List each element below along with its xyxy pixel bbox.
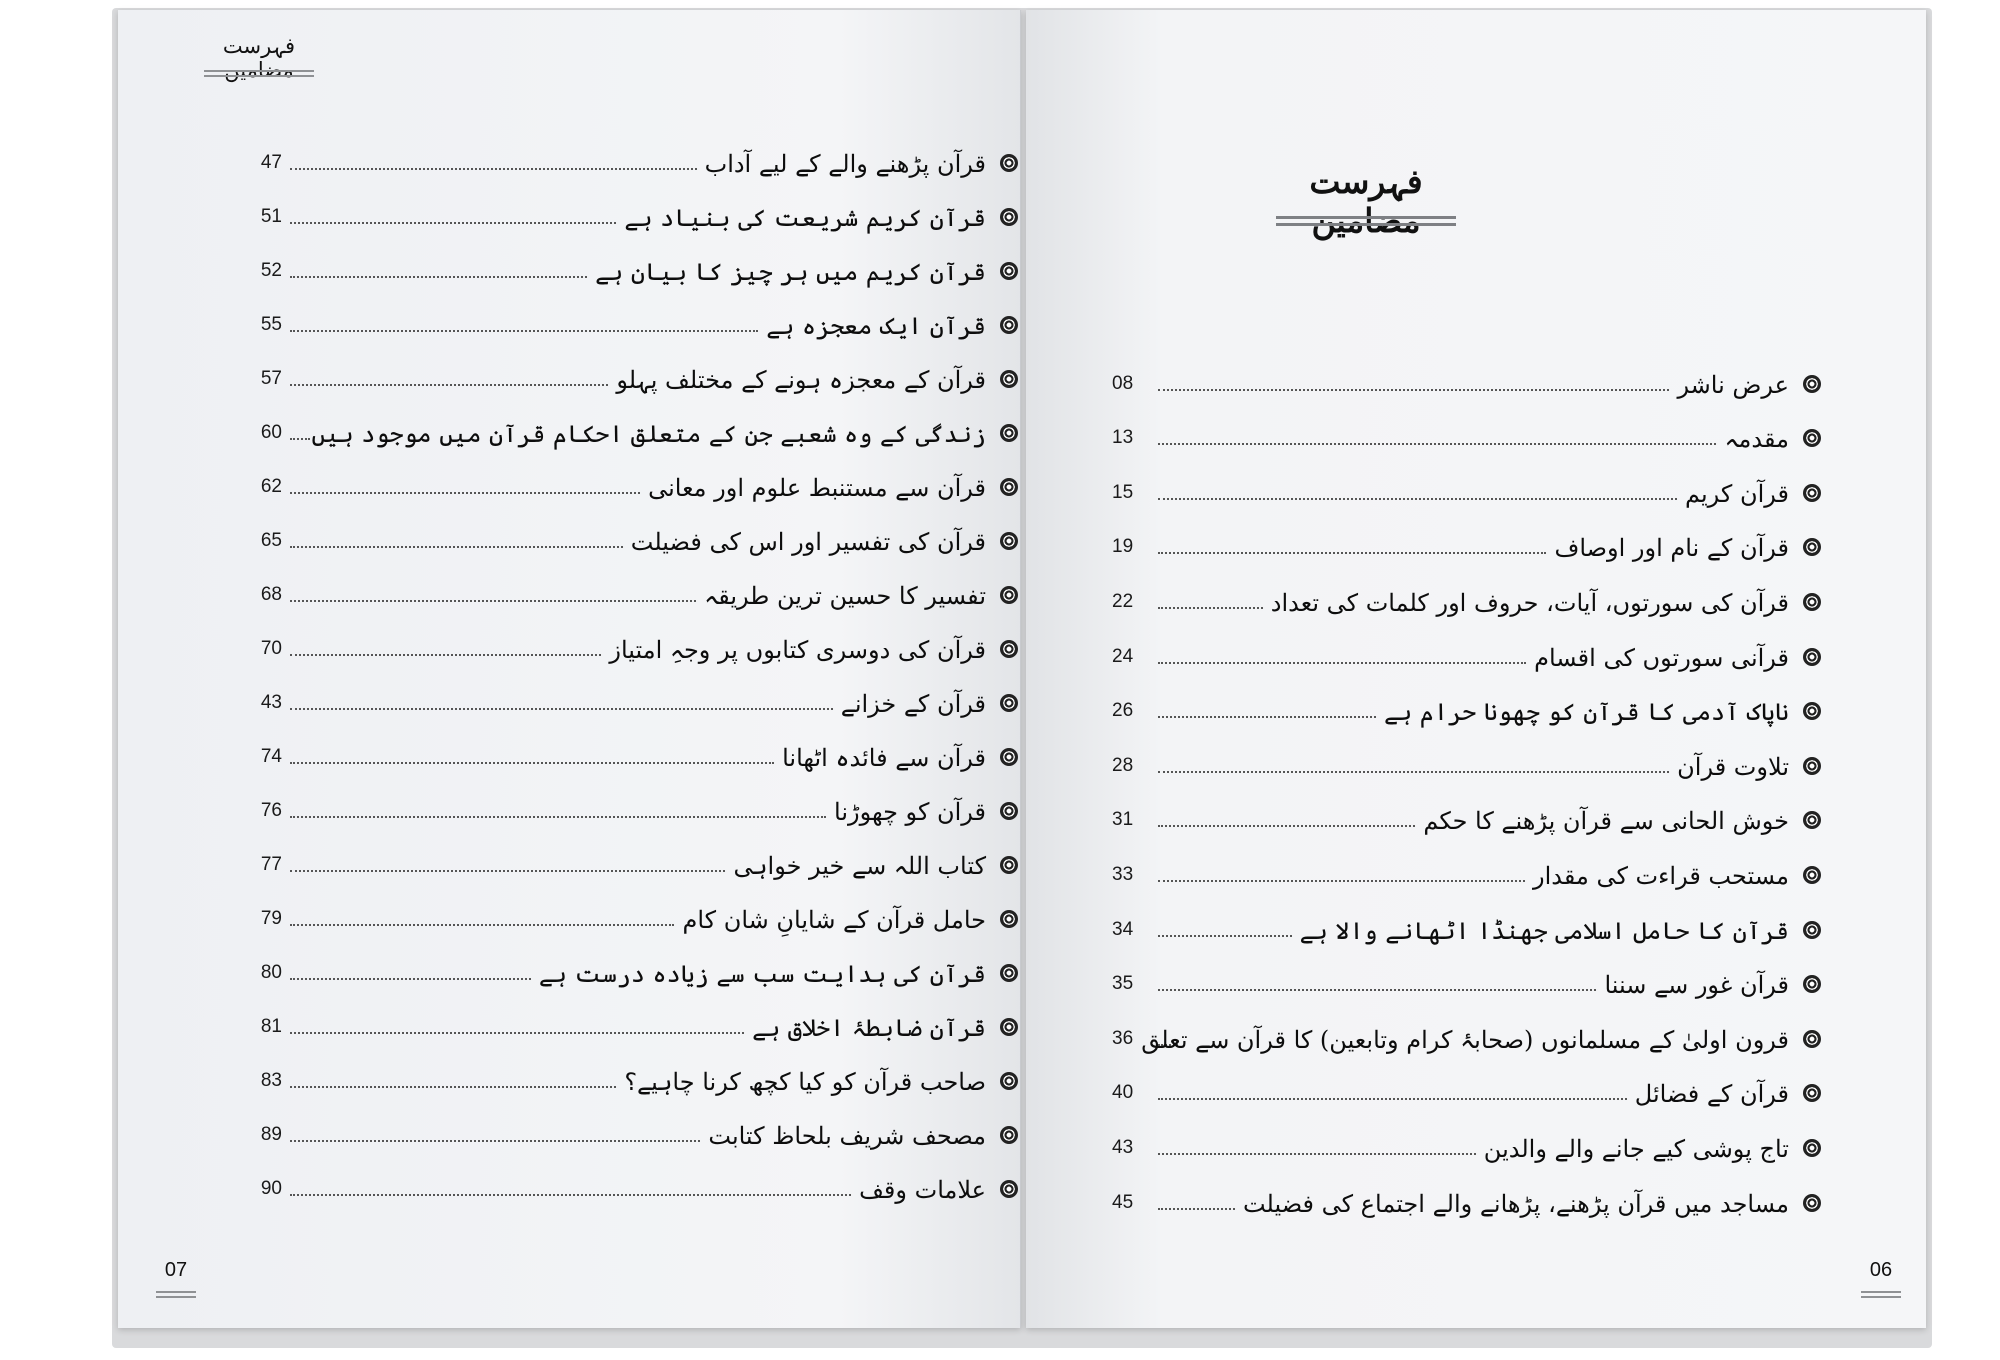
dot-leader [290,978,531,980]
toc-entry [238,292,1048,346]
toc-entry [238,130,1048,184]
page-number: 06 [1869,1259,1893,1281]
toc-title: قرآن کو چھوڑنا [834,798,986,826]
toc-page-number: 55 [260,314,282,335]
toc-page-number: 40 [1112,1082,1134,1104]
toc-title: صاحب قرآن کو کیا کچھ کرنا چاہیے؟ [624,1068,986,1096]
toc-title: قرآن کریم شریعت کی بنیاد ہے [624,204,986,232]
dot-leader [290,762,774,764]
toc-entry [238,508,1048,562]
toc-entry [1076,1060,1821,1115]
toc-entry [1076,1169,1821,1224]
toc-page-number: 43 [260,692,282,713]
toc-entry [238,562,1048,616]
dot-leader [290,384,608,386]
toc-title: قرآن کریم میں ہر چیز کا بیان ہے [595,258,986,286]
toc-entry [238,454,1048,508]
flower-bullet-icon [1000,640,1018,658]
flower-bullet-icon [1000,1072,1018,1090]
flower-bullet-icon [1803,429,1821,447]
toc-title: قرآن پڑھنے والے کے لیے آداب [704,150,986,178]
flower-bullet-icon [1000,1180,1018,1198]
dot-leader [1158,1153,1476,1155]
toc-page-number: 62 [260,476,282,497]
toc-entry [1076,459,1821,514]
toc-entry [1076,514,1821,569]
toc-page-number: 83 [260,1070,282,1091]
running-head-rule [204,70,314,77]
toc-title: قرآن ضابطۂ اخلاق ہے [752,1014,986,1042]
page-title: فہرست مضامین [1309,162,1423,240]
toc-title: قرآن کے معجزہ ہونے کے مختلف پہلو [616,366,986,394]
flower-bullet-icon [1000,964,1018,982]
toc-entry [1076,350,1821,405]
toc-title: قرآنی سورتوں کی اقسام [1534,643,1789,672]
dot-leader [290,1194,851,1196]
toc-list-left [238,130,1048,1210]
toc-page-number: 89 [260,1124,282,1145]
flower-bullet-icon [1803,702,1821,720]
dot-leader [1158,825,1415,827]
toc-page-number: 51 [260,206,282,227]
toc-title: قرآن کے فضائل [1634,1080,1789,1109]
dot-leader [290,546,623,548]
toc-title: حامل قرآن کے شایانِ شان کام [682,906,986,934]
toc-entry [1076,405,1821,460]
toc-entry [1076,623,1821,678]
toc-entry [238,1102,1048,1156]
flower-bullet-icon [1803,866,1821,884]
toc-title: قرآن سے مستنبط علوم اور معانی [648,474,986,502]
flower-bullet-icon [1000,1126,1018,1144]
toc-title: مساجد میں قرآن پڑھنے، پڑھانے والے اجتماع کی فضیلت [1242,1189,1789,1218]
toc-title: مستحب قراءت کی مقدار [1533,861,1789,890]
toc-entry [1076,841,1821,896]
toc-list-right [1076,350,1821,1224]
toc-entry [238,724,1048,778]
toc-page-number: 26 [1112,700,1134,722]
dot-leader [1158,1098,1627,1100]
flower-bullet-icon [1000,748,1018,766]
toc-page-number: 57 [260,368,282,389]
toc-title: تلاوت قرآن [1677,752,1789,781]
flower-bullet-icon [1000,154,1018,172]
toc-page-number: 22 [1112,590,1134,612]
toc-page-number: 77 [260,854,282,875]
dot-leader [290,600,696,602]
flower-bullet-icon [1803,1194,1821,1212]
toc-page-number: 70 [260,638,282,659]
toc-entry [238,832,1048,886]
flower-bullet-icon [1803,1084,1821,1102]
dot-leader [1158,935,1292,937]
toc-entry [238,994,1048,1048]
toc-page-number: 36 [1112,1027,1134,1049]
running-head: فہرست مضامین [222,34,296,82]
flower-bullet-icon [1000,370,1018,388]
left-page [118,10,1021,1328]
toc-page-number: 31 [1112,809,1134,831]
toc-title: قرآن کے خزانے [840,690,986,718]
flower-bullet-icon [1803,811,1821,829]
flower-bullet-icon [1000,262,1018,280]
dot-leader [1158,1208,1235,1210]
toc-page-number: 35 [1112,973,1134,995]
page-title-rule [1276,216,1456,226]
dot-leader [1158,662,1526,664]
flower-bullet-icon [1803,1030,1821,1048]
dot-leader [1158,989,1596,991]
toc-title: ناپاک آدمی کا قرآن کو چھونا حرام ہے [1384,698,1789,727]
toc-entry [1076,951,1821,1006]
dot-leader [290,816,826,818]
flower-bullet-icon [1000,802,1018,820]
toc-page-number: 74 [260,746,282,767]
page-number-rule [156,1291,196,1298]
flower-bullet-icon [1000,856,1018,874]
dot-leader [1158,880,1525,882]
flower-bullet-icon [1803,375,1821,393]
dot-leader [1158,716,1376,718]
toc-entry [238,1156,1048,1210]
flower-bullet-icon [1000,586,1018,604]
toc-entry [1076,732,1821,787]
flower-bullet-icon [1803,538,1821,556]
toc-entry [238,886,1048,940]
flower-bullet-icon [1000,910,1018,928]
dot-leader [290,492,640,494]
dot-leader [290,1086,616,1088]
toc-page-number: 60 [260,422,282,443]
toc-title: تفسیر کا حسین ترین طریقہ [704,582,986,610]
toc-page-number: 80 [260,962,282,983]
toc-page-number: 15 [1112,481,1134,503]
toc-page-number: 81 [260,1016,282,1037]
dot-leader [1158,498,1677,500]
toc-title: قرآن کی تفسیر اور اس کی فضیلت [630,528,986,556]
toc-entry [238,1048,1048,1102]
flower-bullet-icon [1000,316,1018,334]
toc-title: خوش الحانی سے قرآن پڑھنے کا حکم [1423,807,1789,836]
toc-page-number: 68 [260,584,282,605]
toc-entry [238,184,1048,238]
dot-leader [290,330,758,332]
toc-entry [238,778,1048,832]
dot-leader [290,276,587,278]
dot-leader [290,438,310,440]
toc-entry [1076,1005,1821,1060]
toc-title: قرآن کریم [1685,479,1789,508]
flower-bullet-icon [1803,975,1821,993]
dot-leader [290,222,616,224]
toc-title: قرآن کا حامل اسلامی جھنڈا اٹھانے والا ہے [1299,916,1789,945]
page-number: 07 [164,1259,188,1281]
toc-entry [1076,1114,1821,1169]
toc-page-number: 08 [1112,372,1134,394]
toc-entry [238,238,1048,292]
toc-title: قرآن کی ہدایت سب سے زیادہ درست ہے [538,960,986,988]
toc-title: قرآن ایک معجزہ ہے [766,312,986,340]
toc-page-number: 76 [260,800,282,821]
toc-page-number: 90 [260,1178,282,1199]
toc-page-number: 19 [1112,536,1134,558]
toc-page-number: 43 [1112,1136,1134,1158]
dot-leader [1158,607,1263,609]
dot-leader [290,870,725,872]
flower-bullet-icon [1000,1018,1018,1036]
toc-page-number: 65 [260,530,282,551]
flower-bullet-icon [1803,593,1821,611]
dot-leader [290,1140,700,1142]
toc-title: عرض ناشر [1677,370,1789,399]
flower-bullet-icon [1803,921,1821,939]
toc-page-number: 47 [260,152,282,173]
toc-title: قرآن سے فائدہ اٹھانا [782,744,986,772]
page-number-rule [1861,1291,1901,1298]
toc-entry [238,346,1048,400]
toc-entry [238,940,1048,994]
toc-title: قرآن کے نام اور اوصاف [1554,534,1789,563]
dot-leader [290,708,833,710]
flower-bullet-icon [1000,424,1018,442]
toc-page-number: 45 [1112,1191,1134,1213]
flower-bullet-icon [1000,208,1018,226]
toc-entry [1076,787,1821,842]
toc-page-number: 34 [1112,918,1134,940]
toc-page-number: 52 [260,260,282,281]
toc-entry [238,670,1048,724]
flower-bullet-icon [1803,484,1821,502]
toc-title: قرآن کی دوسری کتابوں پر وجہِ امتیاز [609,636,986,664]
toc-entry [238,616,1048,670]
toc-entry [238,400,1048,454]
dot-leader [290,1032,744,1034]
toc-page-number: 33 [1112,863,1134,885]
toc-page-number: 13 [1112,427,1134,449]
toc-title: مقدمہ [1724,425,1789,454]
toc-title: قرون اولیٰ کے مسلمانوں (صحابۂ کرام وتابعین) کا قرآن سے تعلق [1141,1025,1789,1054]
flower-bullet-icon [1803,757,1821,775]
toc-entry [1076,568,1821,623]
flower-bullet-icon [1000,694,1018,712]
toc-page-number: 79 [260,908,282,929]
flower-bullet-icon [1000,532,1018,550]
dot-leader [1158,771,1669,773]
flower-bullet-icon [1803,1139,1821,1157]
toc-title: کتاب اللہ سے خیر خواہی [733,852,986,880]
toc-entry [1076,678,1821,733]
toc-title: مصحف شریف بلحاظ کتابت [708,1122,986,1150]
dot-leader [290,924,674,926]
toc-title: قرآن کی سورتوں، آیات، حروف اور کلمات کی تعداد [1270,588,1789,617]
dot-leader [290,168,697,170]
dot-leader [1158,552,1546,554]
dot-leader [1158,389,1669,391]
flower-bullet-icon [1803,648,1821,666]
dot-leader [1158,443,1716,445]
toc-page-number: 24 [1112,645,1134,667]
toc-title: قرآن غور سے سننا [1604,971,1789,1000]
dot-leader [290,654,601,656]
flower-bullet-icon [1000,478,1018,496]
toc-title: تاج پوشی کیے جانے والے والدین [1483,1134,1789,1163]
right-page [1026,10,1926,1328]
toc-title: زندگی کے وہ شعبے جن کے متعلق احکام قرآن میں موجود ہیں [311,420,986,448]
toc-entry [1076,896,1821,951]
toc-title: علامات وقف [859,1176,986,1204]
toc-page-number: 28 [1112,754,1134,776]
